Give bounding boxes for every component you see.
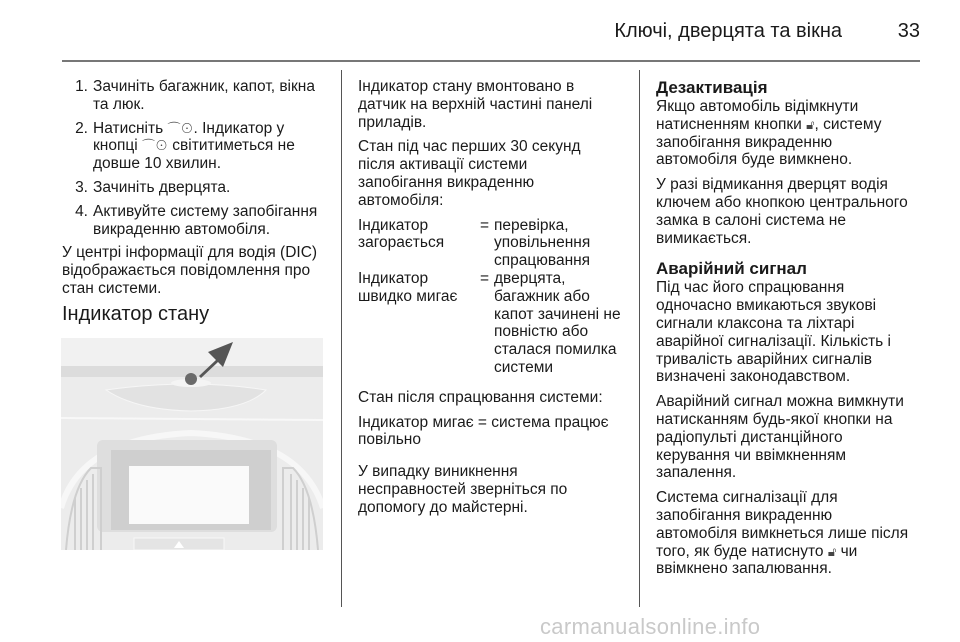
paragraph-text-part: Система сигналізації для запобігання викраденню автомобіля вимкнеться лише після того, як буде натиснуто	[656, 489, 909, 560]
equals-sign: =	[480, 269, 490, 287]
column-3	[656, 78, 946, 585]
column-2	[358, 78, 630, 524]
step-text: Зачиніть багажник, капот, вікна та люк.	[93, 78, 315, 113]
page-number: 33	[897, 20, 920, 42]
step-text-part: Натисніть	[93, 119, 168, 137]
section-heading-deactivation: Дезактивація	[656, 78, 768, 97]
list-item	[62, 179, 330, 197]
paragraph-text-part: , систему запобігання викраденню автомобіля буде вимкнено.	[656, 115, 882, 169]
step-text: Активуйте систему запобігання викраденню автомобіля.	[93, 202, 318, 238]
watermark: carmanualsonline.info	[540, 614, 761, 639]
paragraph: Індикатор мигає = система працює повільно	[358, 413, 609, 449]
paragraph: Стан після спрацювання системи:	[358, 388, 603, 406]
definition-desc: перевірка, уповільнення спрацювання	[494, 216, 591, 270]
list-item	[62, 120, 330, 173]
step-number: 1.	[75, 78, 88, 95]
unlock-icon: 🔓︎	[827, 543, 837, 559]
page-header-title: Ключі, дверцята та вікна	[614, 20, 842, 42]
column-divider	[341, 70, 342, 607]
step-number: 3.	[75, 178, 88, 196]
paragraph: Аварійний сигнал можна вимкнути натисканням будь-якої кнопки на радіопульті дистанційного керування чи ввімкненням запалення.	[656, 393, 904, 482]
step-text	[93, 120, 295, 173]
sensor-indicator	[185, 373, 197, 385]
paragraph-text-part: Якщо автомобіль відімкнути натисненням кнопки	[656, 98, 859, 133]
paragraph	[656, 489, 946, 578]
paragraph: Стан під час перших 30 секунд після активації системи запобігання викраденню автомобіля:	[358, 138, 581, 209]
definition-term: Індикатор загорається	[358, 216, 445, 252]
column-divider	[639, 70, 640, 607]
step-text-part: світитиметься не довше 10 хвилин.	[93, 137, 295, 173]
header-rule	[62, 60, 920, 62]
dic-paragraph: У центрі інформації для водія (DIC) відображається повідомлення про стан системи.	[62, 244, 318, 297]
step-number: 4.	[75, 202, 88, 220]
column-1	[62, 78, 330, 305]
display-screen	[129, 466, 249, 524]
paragraph: Індикатор стану вмонтовано в датчик на верхній частині панелі приладів.	[358, 78, 593, 131]
definition-term: Індикатор швидко мигає	[358, 269, 458, 305]
definition-desc: дверцята, багажник або капот зачинені не повністю або сталася помилка системи	[494, 269, 621, 376]
paragraph: Під час його спрацювання одночасно вмикаються звукові сигнали клаксона та ліхтарі аварійної сигналізації. Кількість і тривалість аварійних сигналів визначені законодавством.	[656, 279, 892, 386]
dashboard-sensor-illustration	[61, 338, 323, 550]
list-item	[62, 78, 330, 114]
step-text-part: . Індикатор у кнопці	[93, 119, 285, 155]
definition-row	[358, 217, 630, 270]
list-item	[62, 203, 330, 239]
section-heading-alarm: Аварійний сигнал	[656, 259, 807, 279]
definition-row	[358, 270, 630, 377]
equals-sign: =	[480, 216, 490, 234]
paragraph: У разі відмикання дверцят водія ключем або кнопкою центрального замка в салоні система не вимикається.	[656, 176, 908, 247]
paragraph-text-part: чи ввімкнено запалювання.	[656, 542, 858, 578]
car-alarm-icon: ⌒⊙	[141, 138, 168, 154]
unlock-icon: 🔓︎	[806, 116, 815, 132]
step-text: Зачиніть дверцята.	[93, 178, 231, 196]
steps-list	[62, 78, 330, 238]
car-alarm-icon: ⌒⊙	[167, 120, 194, 136]
step-number: 2.	[75, 119, 88, 137]
section-heading-status-indicator: Індикатор стану	[62, 303, 210, 325]
paragraph: У випадку виникнення несправностей зверніться по допомогу до майстерні.	[358, 463, 568, 516]
paragraph	[656, 98, 946, 169]
